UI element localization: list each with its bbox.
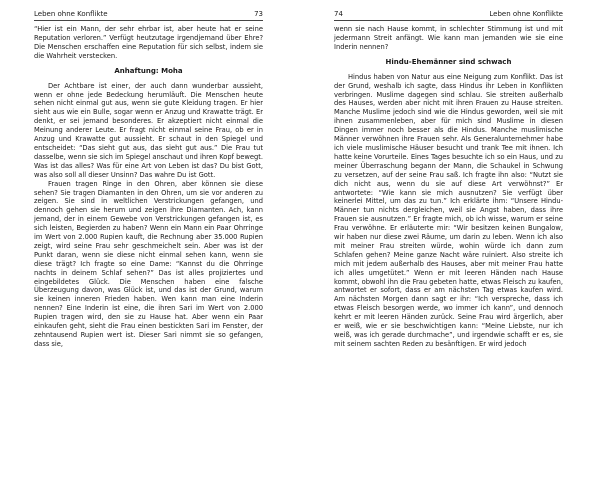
section-heading: Anhaftung: Moha — [114, 66, 183, 75]
page-body — [34, 25, 263, 349]
paragraph: Frauen tragen Ringe in den Ohren, aber können sie diese sehen? Sie tragen Diamanten in den Ohren, um sie vor anderen zu zeigen. Sie sind in weltlichen Verstrickungen gefangen, und dennoch gehen sie herum und zeigen ihre Diamanten. Ach, kann jemand, der in einem Gewebe von Verstrickungen gefangen ist, es sich leisten, Begierden zu haben? Wenn ein Mann ein Paar Ohrringe im Wert von 2.000 Rupien kauft, die Rechnung aber 35.000 Rupien zeigt, wird seine Frau sehr geschmeichelt sein. Aber was ist der Punkt daran, wenn sie diese nicht einmal sehen kann, wenn sie diese trägt? Ich fragte so eine Dame: “Kannst du die Ohrringe nachts in deinem Schlaf sehen?” Das ist alles projiziertes und eingebildetes Glück. Die Menschen haben eine falsche Überzeugung davon, was Glück ist, und das ist der Grund, warum sie keinen inneren Frieden haben. Wen kann man eine Inderin nennen? Eine Inderin ist eine, die ihren Sari im Wert von 2.000 Rupien tragen wird, den sie zu Hause hat. Aber wenn ein Paar einkaufen geht, sieht die Frau einen bestickten Sari im Fenster, der zehntausend Rupien wert ist. Dieser Sari nimmt sie so gefangen, dass sie, — [34, 179, 263, 348]
running-head-left — [34, 10, 263, 21]
page-number: 74 — [334, 10, 343, 18]
paragraph: Hindus haben von Natur aus eine Neigung zum Konflikt. Das ist der Grund, weshalb ich sagte, dass Hindus ihr Leben in Konflikten verbringen. Muslime dagegen sind schlau. Sie streiten außerhalb des Hauses, werden aber nicht mit ihren Frauen zu Hause streiten. Manche Muslime jedoch sind wie die Hindus geworden, weil sie mit ihnen zusammenleben, aber für mich sind Muslime in diesen Dingen immer noch besser als die Hindus. Manche muslimische Männer verwöhnen ihre Frauen sehr. Als Generalunternehmer habe ich viele muslimische Häuser besucht und trank Tee mit ihnen. Ich hatte keine Vorurteile. Eines Tages besuchte ich so ein Haus, und zu meiner Überraschung begann der Mann, die Schaukel in Schwung zu versetzen, auf der seine Frau saß. Ich fragte ihn also: “Nutzt sie dich nicht aus, wenn du sie auf diese Art verwöhnst?” Er antwortete: “Wie kann sie mich ausnutzen? Sie verfügt über keinerlei Mittel, um das zu tun.” Ich erklärte ihm: “Unsere Hindu-Männer tun nichts dergleichen, weil sie Angst haben, dass ihre Frauen sie ausnutzen.” Er fragte mich, ob ich wisse, warum er seine Frau verwöhne. Er erläuterte mir: “Wir besitzen keinen Bungalow, wir haben nur diese zwei Räume, um darin zu leben. Wenn ich also mit meiner Frau streiten würde, wohin würde ich dann zum Schlafen gehen? Meine ganze Nacht wäre ruiniert. Also streite ich mich mit jedem außerhalb des Hauses, aber mit meiner Frau hatte ich alles umgetütet.” Wenn er mit leeren Händen nach Hause kommt, obwohl ihn die Frau gebeten hatte, etwas Fleisch zu kaufen, antwortet er sofort, dass er am nächsten Tag etwas kaufen wird. Am nächsten Morgen dann sagt er ihr: “Ich verspreche, dass ich etwas Fleisch besorgen werde, wo immer ich kann”, und dennoch kehrt er mit leeren Händen zurück. Seine Frau wird ärgerlich, aber er weiß, wie er sie beschwichtigen kann: “Meine Liebste, nur ich weiß, was ich gerade durchmache”, und irgendwie schafft er es, sie mit seinem sachten Reden zu besänftigen. Er wird jedoch — [334, 72, 563, 348]
paragraph: Der Achtbare ist einer, der auch dann wunderbar aussieht, wenn er ohne jede Bedeckung herumläuft. Die Menschen heute sehen nicht einmal gut aus, wenn sie gute Kleidung tragen. Er hier sieht aus wie ein Bulle, sogar wenn er Anzug und Krawatte trägt. Er denkt, er sei jemand besonderes. Er akzeptiert nicht einmal die Meinung anderer Leute. Er fragt nicht einmal seine Frau, ob er in Anzug und Krawatte gut aussieht. Er schaut in den Spiegel und entscheidet: “Das sieht gut aus, das sieht gut aus.” Die Frau tut dasselbe, wenn sie sich im Spiegel anschaut und ihren Kopf bewegt. Was ist das alles? Was für eine Art von Leben ist das? Du bist Gott, was also soll all dieser Unsinn? Das wahre Du ist Gott. — [34, 81, 264, 179]
running-head-right — [334, 10, 563, 21]
paragraph: wenn sie nach Hause kommt, in schlechter Stimmung ist und mit jedermann Streit anfängt. Wie kann man jemanden wie sie eine Inderin nennen? — [334, 25, 563, 51]
left-page — [0, 0, 299, 484]
paragraph: “Hier ist ein Mann, der sehr ehrbar ist, aber heute hat er seine Reputation verloren.” Verfügt heutzutage irgendjemand über Ehre? Die Menschen erschaffen eine Reputation für sich selbst, indem sie die Wahrheit verstecken. — [34, 25, 263, 60]
page-body — [334, 25, 563, 349]
page-number: 73 — [254, 10, 263, 18]
header-title: Leben ohne Konflikte — [489, 10, 563, 18]
right-page — [300, 0, 599, 484]
header-title: Leben ohne Konflikte — [34, 10, 108, 18]
section-heading: Hindu-Ehemänner sind schwach — [385, 57, 512, 66]
